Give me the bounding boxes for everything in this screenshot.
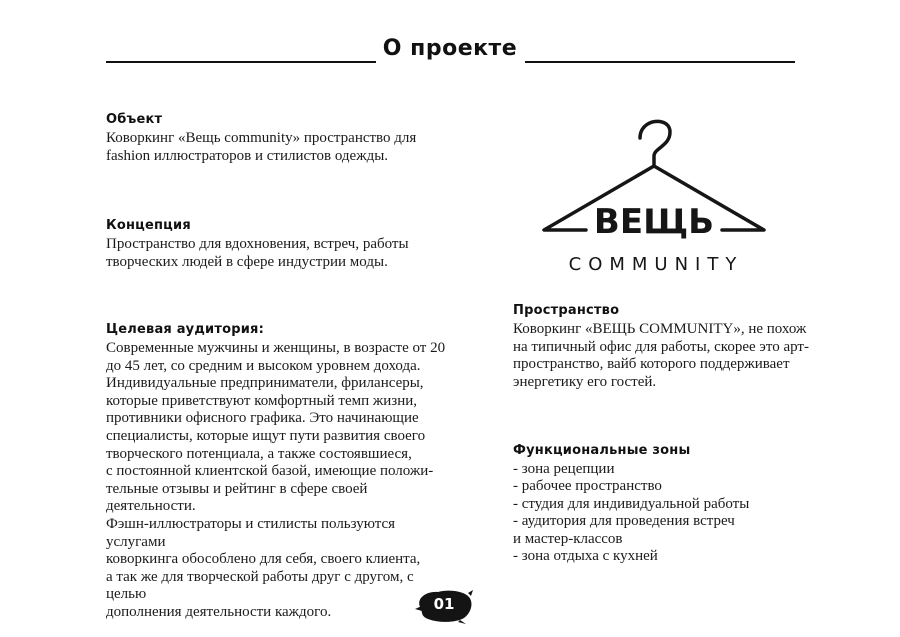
list-item: - студия для индивидуальной работы	[513, 495, 750, 512]
logo-brand-text: ВЕЩЬ	[593, 202, 715, 242]
title-rule-left	[106, 61, 376, 63]
section-audience	[106, 322, 456, 622]
space-heading: Пространство	[513, 303, 620, 318]
title-rule-right	[525, 61, 795, 63]
zones-heading: Функциональные зоны	[513, 443, 691, 458]
list-item: - аудитория для проведения встреч и мастер-классов	[513, 513, 735, 547]
list-item: - рабочее пространство	[513, 478, 662, 495]
page-number: 01	[433, 595, 455, 613]
section-object	[106, 112, 446, 165]
page-number-badge	[414, 587, 474, 625]
object-heading: Объект	[106, 112, 163, 127]
logo-subtitle-text: COMMUNITY	[568, 254, 744, 275]
section-space	[513, 303, 813, 391]
section-zones	[513, 443, 813, 565]
list-item: - зона рецепции	[513, 461, 615, 477]
brand-logo	[536, 112, 768, 280]
audience-heading: Целевая аудитория:	[106, 322, 264, 337]
object-text: Коворкинг «Вещь community» пространство для fashion иллюстраторов и стилистов одежды.	[106, 130, 417, 164]
concept-text: Пространство для вдохновения, встреч, работы творческих людей в сфере индустрии моды.	[106, 236, 409, 270]
concept-heading: Концепция	[106, 218, 191, 233]
audience-text: Современные мужчины и женщины, в возрасте от 20 до 45 лет, со средним и высоком уровнем дохода. Индивидуальные предприниматели, фрилансеры, которые приветствуют комфортный темп жизни, противники офисного графика. Это начинающие специалисты, которые ищут пути развития своего творческого потенциала, а также состоявшиеся, с постоянной клиентской базой, имеющие положи- тельные отзывы и рейтинг в сфере своей деятельности. Фэшн-иллюстраторы и стилисты пользуются услугами коворкинга обособлено для себя, своего клиента, а так же для творческой работы друг с другом, с целью дополнения деятельности каждого.	[106, 340, 446, 620]
list-item: - зона отдыха с кухней	[513, 548, 658, 565]
zones-list	[513, 461, 813, 565]
page-title: О проекте	[382, 36, 518, 61]
space-text: Коворкинг «ВЕЩЬ COMMUNITY», не похож на типичный офис для работы, скорее это арт- пространство, вайб которого поддерживает энергетику его гостей.	[513, 321, 809, 390]
section-concept	[106, 218, 446, 271]
